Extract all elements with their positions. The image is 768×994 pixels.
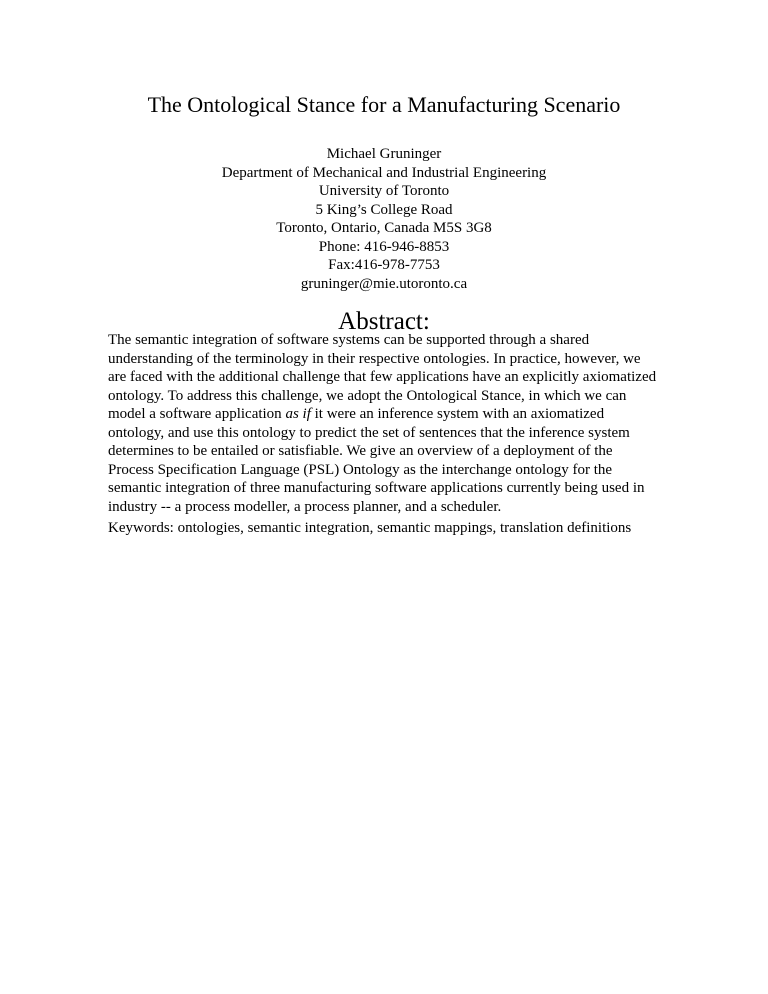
author-email: gruninger@mie.utoronto.ca: [300, 275, 468, 292]
paper-title: The Ontological Stance for a Manufacturing Scenario: [147, 92, 621, 117]
abstract-line: semantic integration of three manufacturing software applications currently being used in: [108, 480, 645, 496]
abstract-line: understanding of the terminology in their respective ontologies. In practice, however, we: [108, 350, 641, 367]
author-fax: Fax:416-978-7753: [328, 257, 440, 273]
author-phone: Phone: 416-946-8853: [318, 238, 450, 255]
abstract-line: industry -- a process modeller, a process planner, and a scheduler.: [108, 498, 502, 515]
abstract-heading: Abstract:: [338, 308, 430, 335]
abstract-line: [108, 405, 670, 424]
abstract-line: are faced with the additional challenge that few applications have an explicitly axiomatized: [108, 369, 657, 385]
abstract-body: [108, 331, 670, 516]
author-street: 5 King’s College Road: [315, 201, 453, 218]
abstract-text-segment: it were an inference system with an axiomatized: [310, 406, 605, 422]
abstract-line: The semantic integration of software systems can be supported through a shared: [108, 332, 590, 348]
abstract-emphasis: as if: [285, 406, 311, 422]
abstract-text-segment: model a software application: [108, 406, 286, 422]
author-city: Toronto, Ontario, Canada M5S 3G8: [276, 220, 492, 236]
abstract-line: ontology. To address this challenge, we adopt the Ontological Stance, in which we can: [108, 387, 627, 404]
author-institution: University of Toronto: [318, 183, 450, 199]
abstract-line: determines to be entailed or satisfiable. We give an overview of a deployment of the: [108, 443, 613, 459]
keywords-line: Keywords: ontologies, semantic integration, semantic mappings, translation definitions: [108, 520, 632, 536]
author-name: Michael Gruninger: [326, 146, 442, 162]
author-department: Department of Mechanical and Industrial Engineering: [221, 164, 547, 181]
author-block: [0, 145, 768, 293]
abstract-line: ontology, and use this ontology to predict the set of sentences that the inference system: [108, 424, 630, 441]
abstract-line: Process Specification Language (PSL) Ontology as the interchange ontology for the: [108, 461, 613, 478]
